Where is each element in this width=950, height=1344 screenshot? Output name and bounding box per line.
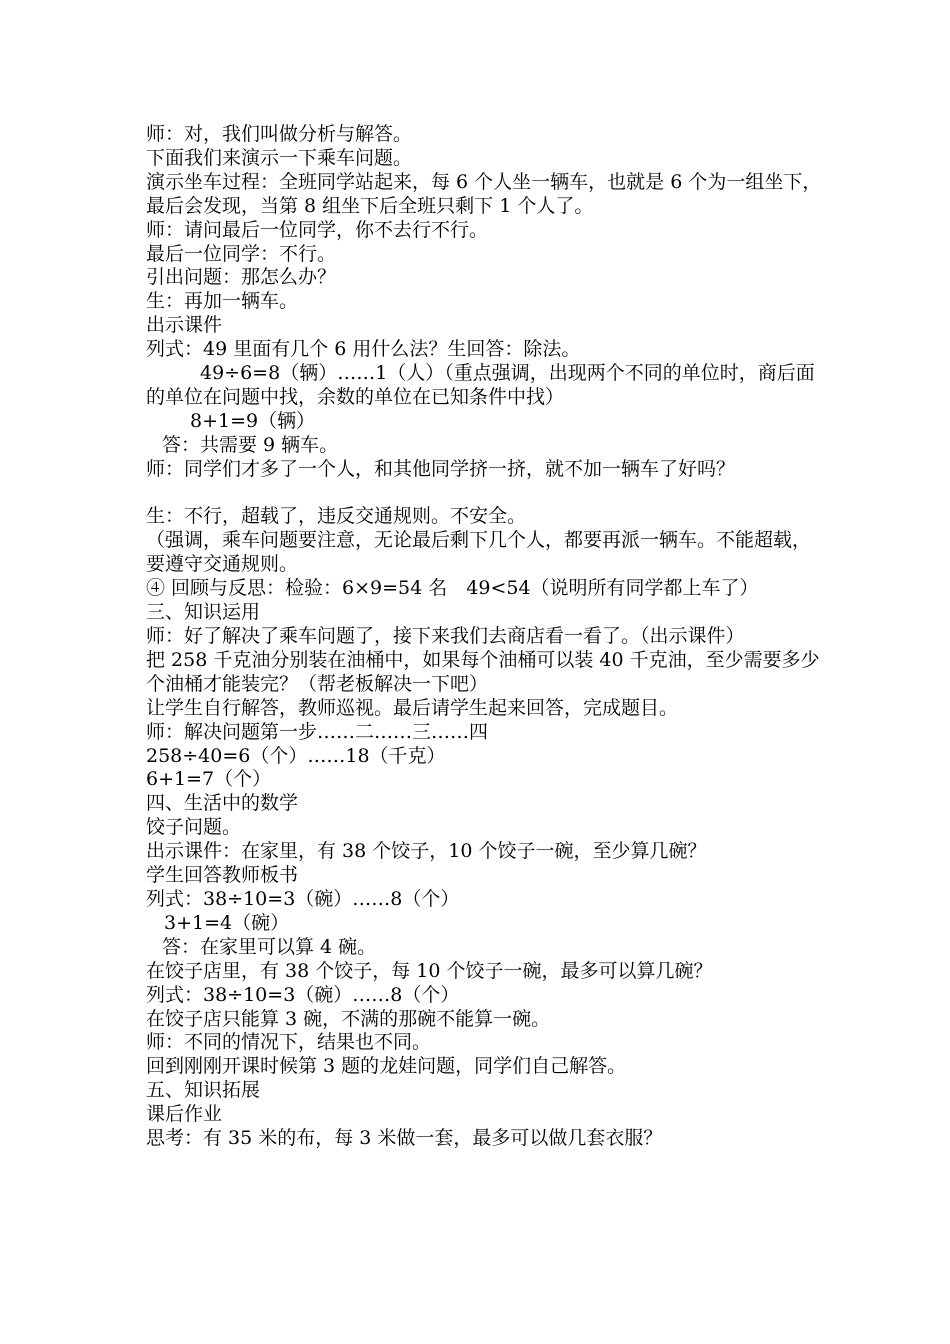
paragraph-answer-home: 答：在家里可以算 4 碗。 — [162, 935, 377, 958]
paragraph-formula-question: 列式：49 里面有几个 6 用什么法？生回答：除法。 — [146, 338, 581, 361]
paragraph-blackboard: 学生回答教师板书 — [146, 864, 299, 887]
paragraph-teacher-shop: 师：好了解决了乘车问题了，接下来我们去商店看一看了。（出示课件） — [146, 625, 745, 648]
paragraph-dumpling-shop: 在饺子店里，有 38 个饺子，每 10 个饺子一碗，最多可以算几碗？ — [146, 959, 713, 982]
paragraph-last-student: 最后一位同学：不行。 — [146, 242, 337, 265]
paragraph-teacher-analysis: 师：对，我们叫做分析与解答。 — [146, 123, 413, 145]
paragraph-addition-bus: 8+1=9（辆） — [190, 409, 316, 432]
paragraph-teacher-question: 师：请问最后一位同学，你不去行不行。 — [146, 218, 489, 241]
paragraph-teacher-conclusion: 师：不同的情况下，结果也不同。 — [146, 1031, 432, 1054]
paragraph-demo-process: 演示坐车过程：全班同学站起来，每 6 个人坐一辆车，也就是 6 个为一组坐下，最后会发现，当第 8 组坐下后全班只剩下 1 个人了。 — [146, 170, 822, 217]
paragraph-division-home: 列式：38÷10=3（碗）……8（个） — [146, 887, 460, 910]
paragraph-student-answer: 生：再加一辆车。 — [146, 290, 299, 313]
section-heading-4: 四、生活中的数学 — [146, 792, 299, 815]
paragraph-dumpling-title: 饺子问题。 — [146, 816, 242, 839]
paragraph-think: 思考：有 35 米的布，每 3 米做一套，最多可以做几套衣服？ — [146, 1127, 663, 1150]
paragraph-show-courseware: 出示课件 — [146, 314, 223, 337]
paragraph-review: ④ 回顾与反思：检验：6×9=54 名 49<54（说明所有同学都上车了） — [146, 577, 759, 600]
paragraph-shop-result: 在饺子店只能算 3 碗，不满的那碗不能算一碗。 — [146, 1007, 551, 1030]
paragraph-demo-intro: 下面我们来演示一下乘车问题。 — [146, 146, 413, 169]
section-heading-5: 五、知识拓展 — [146, 1079, 261, 1102]
paragraph-division-bus: 49÷6=8（辆）……1（人）（重点强调，出现两个不同的单位时，商后面的单位在问题中找，余数的单位在已知条件中找） — [146, 362, 815, 408]
paragraph-division-shop: 列式：38÷10=3（碗）……8（个） — [146, 983, 460, 1006]
paragraph-steps: 师：解决问题第一步……二……三……四 — [146, 720, 489, 743]
paragraph-answer-bus: 答：共需要 9 辆车。 — [162, 433, 339, 456]
paragraph-oil-problem: 把 258 千克油分别装在油桶中，如果每个油桶可以装 40 千克油，至少需要多少个油桶才能装完？（帮老板解决一下吧） — [146, 648, 820, 695]
paragraph-dumpling-home: 出示课件：在家里，有 38 个饺子，10 个饺子一碗，至少算几碗？ — [146, 840, 707, 863]
paragraph-dragon-problem: 回到刚刚开课时候第 3 题的龙娃问题，同学们自己解答。 — [146, 1055, 627, 1078]
paragraph-addition-home: 3+1=4（碗） — [164, 911, 290, 934]
section-heading-3: 三、知识运用 — [146, 601, 261, 624]
paragraph-student-overload: 生：不行，超载了，违反交通规则。不安全。 — [146, 505, 527, 528]
paragraph-homework: 课后作业 — [146, 1103, 223, 1126]
paragraph-addition-oil: 6+1=7（个） — [146, 768, 272, 791]
paragraph-teacher-squeeze: 师：同学们才多了一个人，和其他同学挤一挤，就不加一辆车了好吗？ — [146, 457, 736, 480]
document-body — [146, 123, 822, 1151]
paragraph-self-solve: 让学生自行解答，教师巡视。最后请学生起来回答，完成题目。 — [146, 696, 679, 719]
blank-line — [146, 482, 822, 506]
paragraph-raise-problem: 引出问题：那怎么办？ — [146, 266, 337, 289]
paragraph-division-oil: 258÷40=6（个）……18（千克） — [146, 744, 446, 767]
paragraph-emphasis: （强调，乘车问题要注意，无论最后剩下几个人，都要再派一辆车。不能超载，要遵守交通规则。 — [146, 529, 812, 576]
